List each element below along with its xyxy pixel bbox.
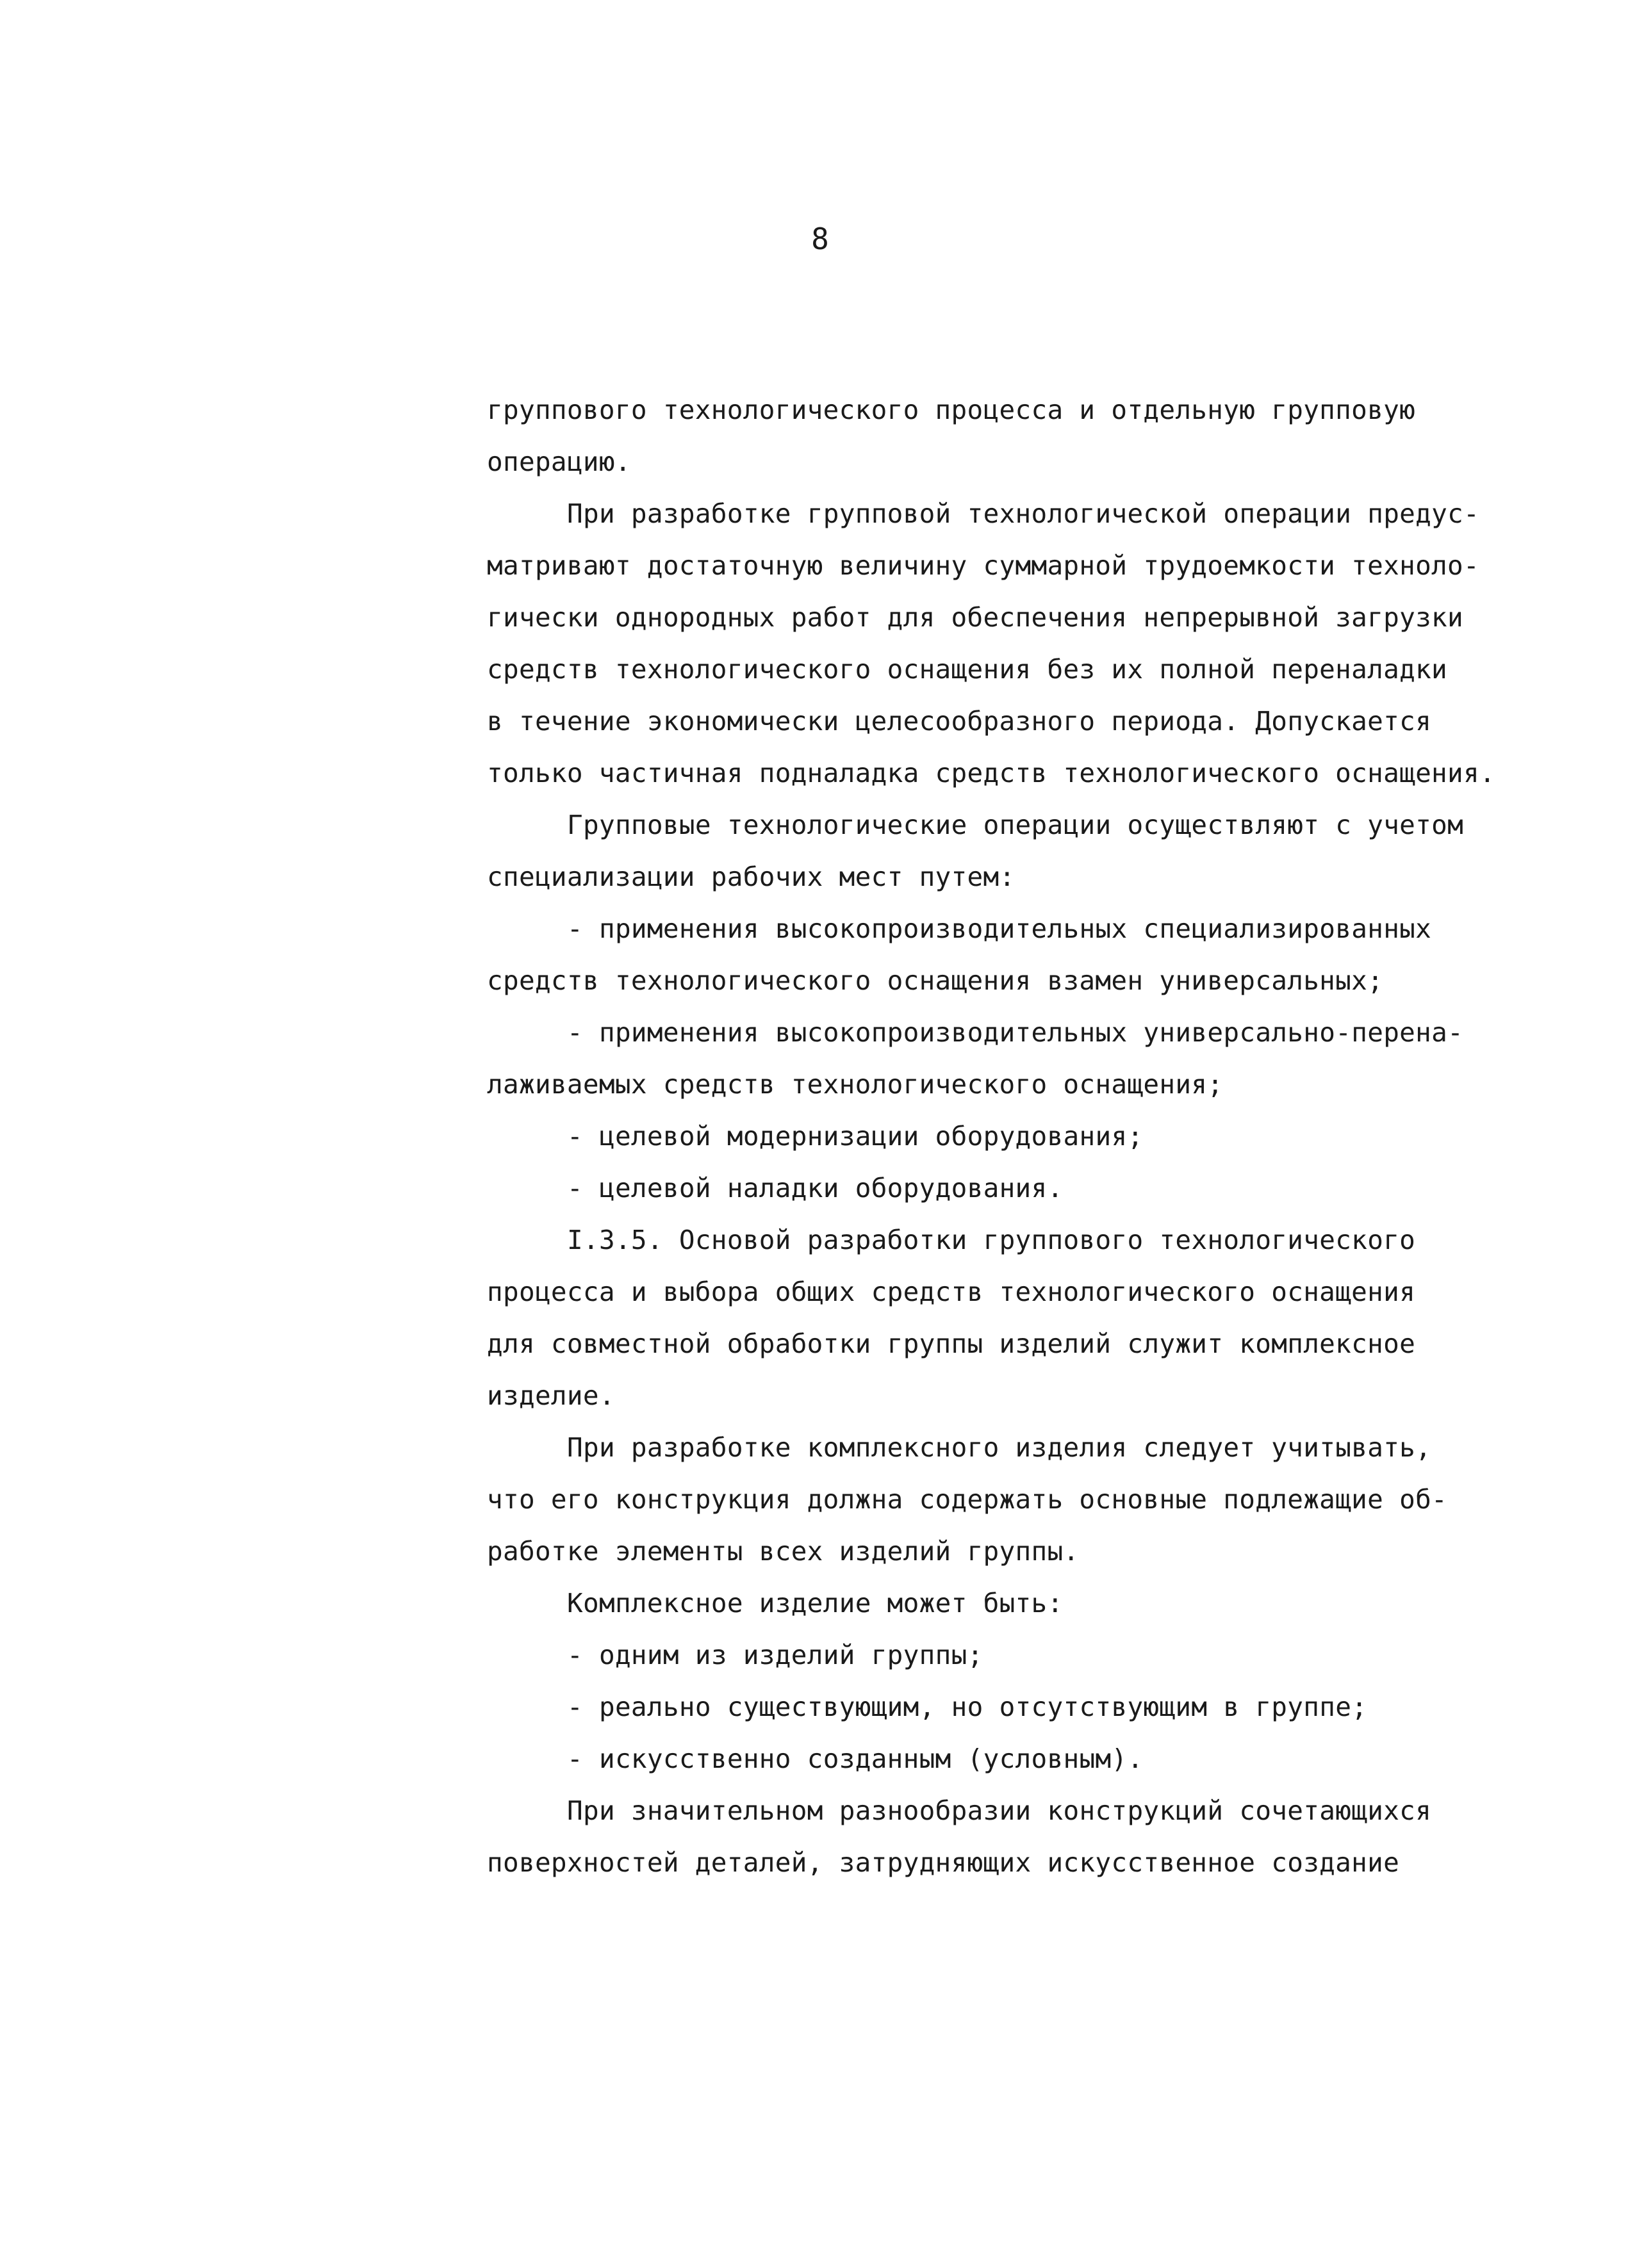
text-line: - одним из изделий группы; [567,1640,983,1670]
text-line: работке элементы всех изделий группы. [487,1536,1080,1567]
text-line: матривают достаточную величину суммарной трудоемкости техноло- [487,550,1480,581]
text-line: - применения высокопроизводительных специализированных [567,913,1432,944]
text-line: поверхностей деталей, затрудняющих искусственное создание [487,1847,1400,1878]
body-text [487,384,1512,1889]
text-line: При разработке комплексного изделия следует учитывать, [567,1432,1432,1463]
text-line: - целевой модернизации оборудования; [567,1121,1144,1152]
text-line: гически однородных работ для обеспечения непрерывной загрузки [487,602,1464,633]
text-line: операцию. [487,446,631,477]
text-line: - искусственно созданным (условным). [567,1743,1144,1774]
text-line: группового технологического процесса и отдельную групповую [487,395,1416,425]
text-line: лаживаемых средств технологического оснащения; [487,1069,1224,1100]
text-line: При разработке групповой технологической операции предус- [567,498,1480,529]
text-line: средств технологического оснащения взамен универсальных; [487,965,1384,996]
text-line: только частичная подналадка средств технологического оснащения. [487,758,1495,788]
text-line: Комплексное изделие может быть: [567,1588,1064,1619]
text-line: в течение экономически целесообразного периода. Допускается [487,706,1432,737]
text-line: - применения высокопроизводительных универсально-перена- [567,1017,1464,1048]
page-number: 8 [811,222,829,256]
text-line: Групповые технологические операции осуществляют с учетом [567,810,1464,840]
text-line: средств технологического оснащения без их полной переналадки [487,654,1448,685]
text-line: изделие. [487,1380,615,1411]
text-line: - целевой наладки оборудования. [567,1173,1064,1203]
text-line: - реально существующим, но отсутствующим в группе; [567,1692,1368,1722]
text-line: процесса и выбора общих средств технологического оснащения [487,1277,1416,1307]
text-line: I.3.5. Основой разработки группового технологического [567,1225,1416,1255]
text-line: При значительном разнообразии конструкций сочетающихся [567,1795,1432,1826]
text-line: специализации рабочих мест путем: [487,861,1015,892]
text-line: что его конструкция должна содержать основные подлежащие об- [487,1484,1448,1515]
text-line: для совместной обработки группы изделий служит комплексное [487,1328,1416,1359]
